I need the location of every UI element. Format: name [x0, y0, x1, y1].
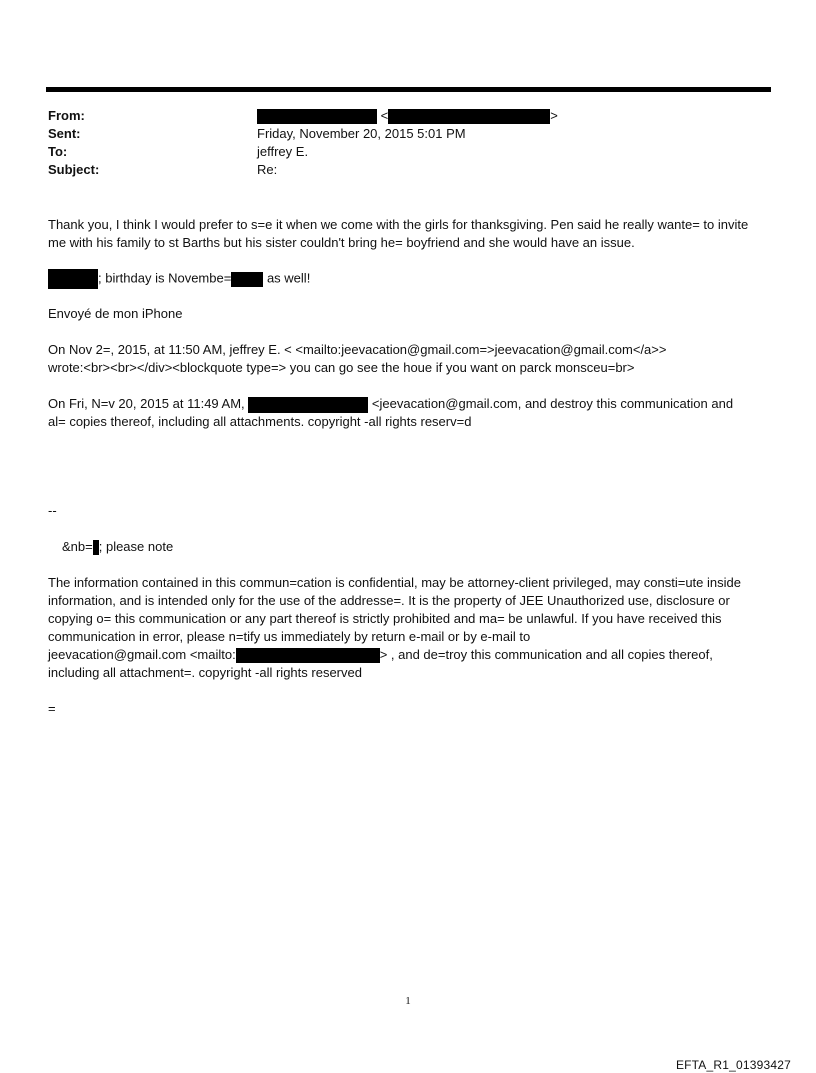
- header-rule: [46, 87, 771, 92]
- dashes-text: --: [48, 503, 57, 518]
- signature-text: Envoyé de mon iPhone: [48, 306, 183, 321]
- birthday-text-b: as well!: [266, 270, 311, 286]
- to-value: jeffrey E.: [257, 144, 309, 159]
- quote2-text-b: <jeevacation@gmail.com, and destroy this communication and: [371, 396, 734, 411]
- page-number: 1: [405, 995, 411, 1007]
- equals-text: =: [48, 701, 56, 716]
- subject-value: Re:: [257, 162, 278, 177]
- from-value: [257, 107, 558, 125]
- disclaimer-text-a: jeevacation@gmail.com <mailto:: [48, 647, 236, 662]
- disclaimer-text: The information contained in this commun=cation is confidential, may be attorney-client privileged, may consti=ute inside information, and is intended only for the use of the addresse=. It is the property of JEE Unauthorized use, disclosure or copying o= this communication or any part thereof is strictly prohibited and ma= be unlawful. If you have received this communication in error, please n=tify us immediately by return e-mail or by e-mail to: [48, 575, 741, 644]
- redaction-box: [248, 397, 368, 413]
- quoted-message-2: [48, 395, 768, 431]
- quoted-message-1: [48, 341, 768, 377]
- from-bracket-open: <: [380, 108, 389, 123]
- document-id: EFTA_R1_01393427: [675, 1058, 791, 1072]
- nbsp-text-b: ; please note: [98, 539, 174, 554]
- subject-label: Subject:: [48, 162, 100, 177]
- nbsp-text-a: &nb=: [62, 539, 93, 554]
- message-text: Thank you, I think I would prefer to s=e it when we come with the girls for thanksgiving. Pen said he really wante= to invite me with his family to st Barths but his sister couldn't bring he= boyfriend and she would have an issue.: [48, 217, 749, 250]
- sent-label: Sent:: [48, 126, 81, 141]
- message-paragraph: [48, 216, 768, 252]
- redaction-box: [388, 109, 550, 124]
- separator-dashes: [48, 502, 768, 520]
- redaction-box: [257, 109, 377, 124]
- birthday-line: [48, 269, 768, 289]
- signature-line: [48, 305, 768, 323]
- quote2-text-a: On Fri, N=v 20, 2015 at 11:49 AM,: [48, 396, 245, 411]
- sent-value: Friday, November 20, 2015 5:01 PM: [257, 126, 466, 141]
- trailing-equals: [48, 700, 768, 718]
- redaction-box: [231, 272, 263, 287]
- from-bracket-close: >: [550, 108, 558, 123]
- quote2-line2: al= copies thereof, including all attachments. copyright -all rights reserv=d: [48, 414, 472, 429]
- please-note-line: [62, 538, 782, 556]
- from-label: From:: [48, 108, 85, 123]
- to-label: To:: [48, 144, 68, 159]
- redaction-box: [48, 269, 98, 289]
- disclaimer-line3: including all attachment=. copyright -all rights reserved: [48, 665, 362, 680]
- confidentiality-disclaimer: [48, 574, 768, 682]
- quote1-line1: On Nov 2=, 2015, at 11:50 AM, jeffrey E. < <mailto:jeevacation@gmail.com=>jeevacation@gmail.com</a>>: [48, 342, 667, 357]
- redaction-box: [236, 648, 380, 663]
- quote1-line2: wrote:<br><br></div><blockquote type=> you can go see the houe if you want on parck monsceu=br>: [48, 360, 635, 375]
- disclaimer-text-b: > , and de=troy this communication and all copies thereof,: [379, 647, 713, 662]
- birthday-text-a: ; birthday is Novembe=: [98, 270, 232, 286]
